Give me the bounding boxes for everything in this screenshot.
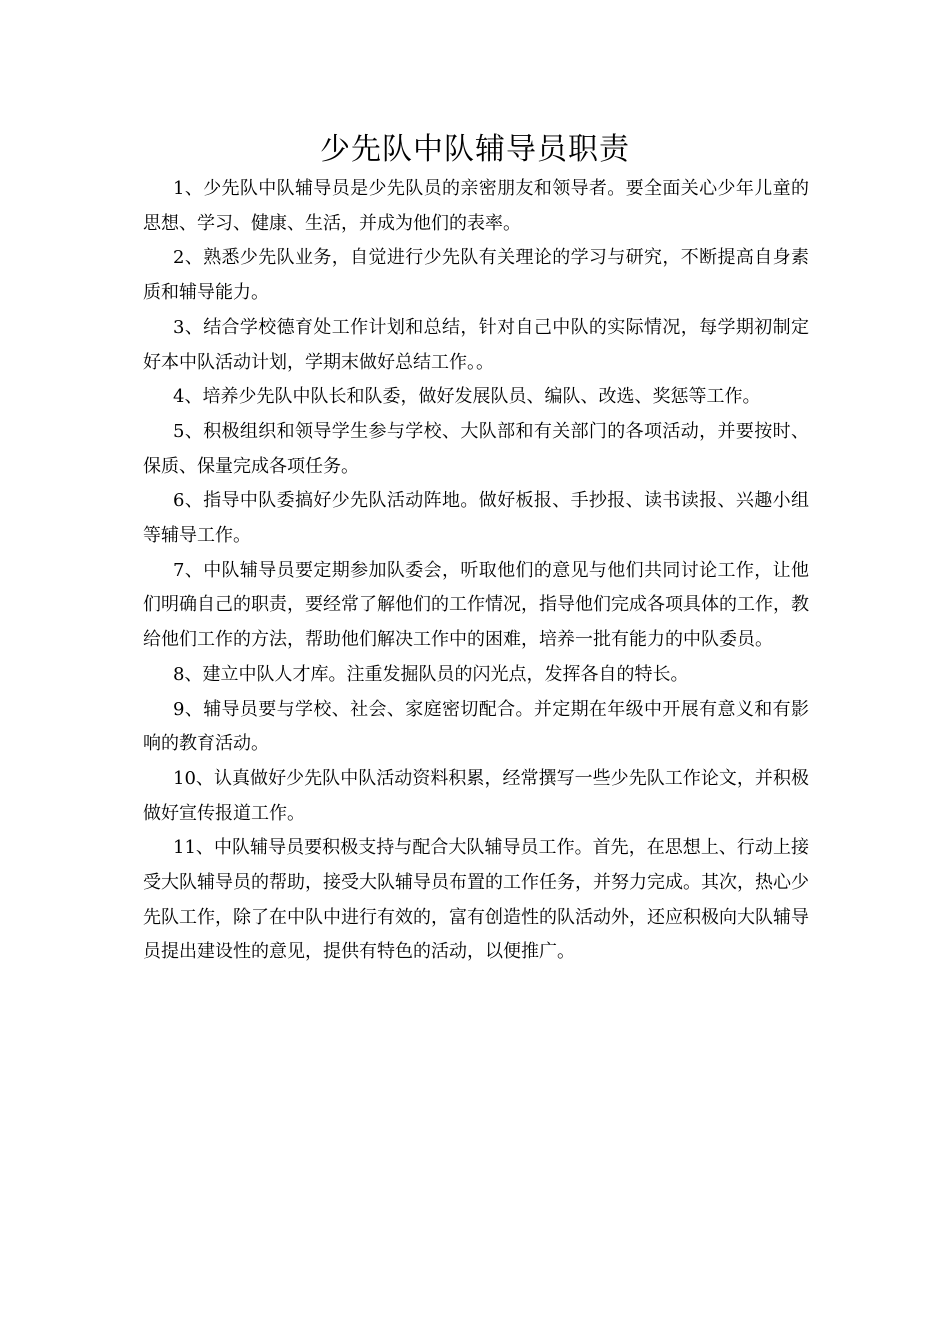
paragraph-1: 1、少先队中队辅导员是少先队员的亲密朋友和领导者。要全面关心少年儿童的思想、学习、健康、生活，并成为他们的表率。: [143, 178, 809, 234]
paragraph-7: 7、中队辅导员要定期参加队委会，听取他们的意见与他们共同讨论工作，让他们明确自己的职责，要经常了解他们的工作情况，指导他们完成各项具体的工作，教给他们工作的方法，帮助他们解决工作中的困难，培养一批有能力的中队委员。: [143, 559, 809, 651]
paragraph-4: 4、培养少先队中队长和队委，做好发展队员、编队、改选、奖惩等工作。: [173, 386, 761, 408]
paragraph-9: 9、辅导员要与学校、社会、家庭密切配合。并定期在年级中开展有意义和有影响的教育活动。: [143, 698, 809, 755]
paragraph-11: 11、中队辅导员要积极支持与配合大队辅导员工作。首先，在思想上、行动上接受大队辅导员的帮助，接受大队辅导员布置的工作任务，并努力完成。其次，热心少先队工作，除了在中队中进行有效的，富有创造性的队活动外，还应积极向大队辅导员提出建设性的意见，提供有特色的活动，以便推广。: [143, 837, 809, 963]
paragraph-6: 6、指导中队委搞好少先队活动阵地。做好板报、手抄报、读书读报、兴趣小组等辅导工作。: [143, 490, 809, 547]
document-body: [143, 172, 809, 970]
paragraph-5: 5、积极组织和领导学生参与学校、大队部和有关部门的各项活动，并要按时、保质、保量完成各项任务。: [143, 420, 809, 477]
paragraph-10: 10、认真做好少先队中队活动资料积累，经常撰写一些少先队工作论文，并积极做好宣传报道工作。: [143, 767, 809, 824]
paragraph-3: 3、结合学校德育处工作计划和总结，针对自己中队的实际情况，每学期初制定好本中队活动计划，学期末做好总结工作。。: [143, 316, 809, 373]
paragraph-8: 8、建立中队人才库。注重发掘队员的闪光点，发挥各自的特长。: [173, 663, 689, 685]
paragraph-2: 2、熟悉少先队业务，自觉进行少先队有关理论的学习与研究，不断提高自身素质和辅导能力。: [143, 247, 809, 304]
document-title: 少先队中队辅导员职责: [320, 132, 630, 167]
